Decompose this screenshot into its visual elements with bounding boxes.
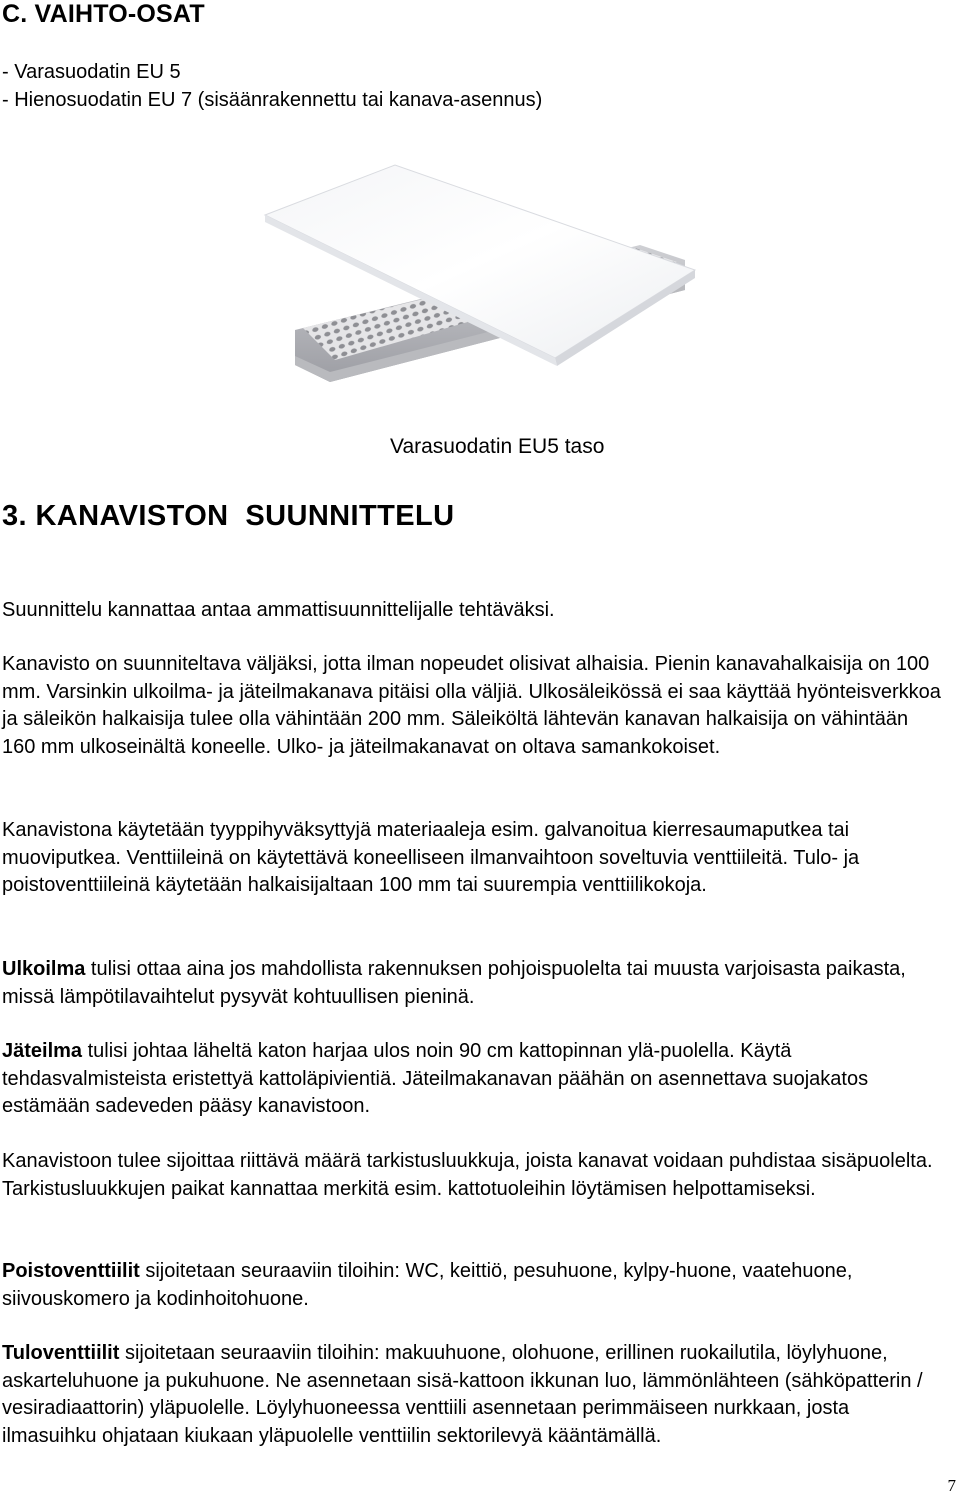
figure-caption: Varasuodatin EU5 taso xyxy=(390,435,605,458)
paragraph: Suunnittelu kannattaa antaa ammattisuunnittelijalle tehtäväksi. xyxy=(2,599,555,621)
parts-list-item: - Varasuodatin EU 5 xyxy=(2,61,181,83)
term-tuloventtiilit: Tuloventtiilit xyxy=(2,1342,120,1364)
paragraph: Kanavisto on suunniteltava väljäksi, jotta ilman nopeudet olisivat alhaisia. Pienin kanavahalkaisija on 100 mm. Varsinkin ulkoilma- ja jäteilmakanava pitäisi olla väljiä. Ulkosäleikössä ei saa käyttää hyönteisverkkoa ja säleikön halkaisija tulee olla vähintään 200 mm. Säleiköltä lähtevän kanavan halkaisija on vähintään 160 mm ulkoseinältä koneelle. Ulko- ja jäteilmakanavat on oltava samankokoiset. xyxy=(2,653,941,758)
term-poistoventtiilit: Poistoventtiilit xyxy=(2,1260,140,1282)
paragraph-jateilma xyxy=(2,1038,947,1121)
term-jateilma: Jäteilma xyxy=(2,1040,83,1062)
term-ulkoilma: Ulkoilma xyxy=(2,958,86,980)
filter-product-photo xyxy=(255,160,700,410)
section-3-heading: 3. KANAVISTON SUUNNITTELU xyxy=(2,500,455,532)
paragraph-text: sijoitetaan seuraaviin tiloihin: WC, keittiö, pesuhuone, kylpy-huone, vaatehuone, siivouskomero ja kodinhoitohuone. xyxy=(2,1260,853,1310)
section-c-heading: C. VAIHTO-OSAT xyxy=(2,0,205,28)
paragraph-tuloventtiilit xyxy=(2,1340,947,1450)
parts-list-item: - Hienosuodatin EU 7 (sisäänrakennettu tai kanava-asennus) xyxy=(2,89,543,111)
paragraph-text: tulisi johtaa läheltä katon harjaa ulos noin 90 cm kattopinnan ylä-puolella. Käytä tehdasvalmisteista eristettyä kattoläpivientiä. Jäteilmakanavan päähän on asennettava suojakatos estämään sadeveden pääsy kanavistoon. xyxy=(2,1040,869,1117)
paragraph: Kanavistona käytetään tyyppihyväksyttyjä materiaaleja esim. galvanoitua kierresaumaputkea tai muoviputkea. Venttiileinä on käytettävä koneelliseen ilmanvaihtoon soveltuvia venttiileitä. Tulo- ja poistoventtiileinä käytetään halkaisijaltaan 100 mm tai suurempia venttiilikokoja. xyxy=(2,819,860,896)
paragraph-ulkoilma xyxy=(2,956,947,1011)
paragraph-text: tulisi ottaa aina jos mahdollista rakennuksen pohjoispuolelta tai muusta varjoisasta paikasta, missä lämpötilavaihtelut pysyvät kohtuullisen pieninä. xyxy=(2,958,906,1008)
paragraph-poistoventtiilit xyxy=(2,1258,947,1313)
paragraph: Kanavistoon tulee sijoittaa riittävä määrä tarkistusluukkuja, joista kanavat voidaan puhdistaa sisäpuolelta. Tarkistusluukkujen paikat kannattaa merkitä esim. kattotuoleihin löytämisen helpottamiseksi. xyxy=(2,1150,933,1200)
page-number: 7 xyxy=(947,1476,956,1495)
paragraph-text: sijoitetaan seuraaviin tiloihin: makuuhuone, olohuone, erillinen ruokailutila, löylyhuone, askarteluhuone ja pukuhuone. Ne asennetaan sisä-kattoon ikkunan luo, lämmönlähteen (sähköpatterin / vesiradiaattorin) yläpuolelle. Löylyhuoneessa venttiili asennetaan perimmäiseen nurkkaan, josta ilmasuihku ohjataan kiukaan yläpuolelle venttiilin sektorilevyä kääntämällä. xyxy=(2,1342,923,1447)
